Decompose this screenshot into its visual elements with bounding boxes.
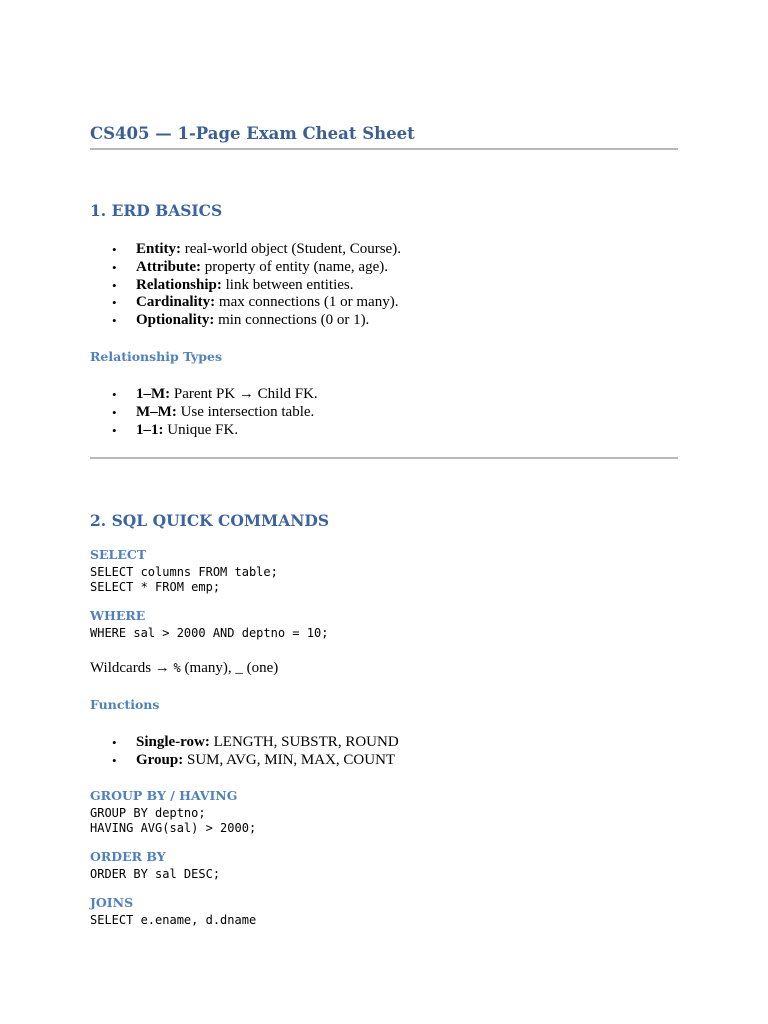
description: max connections (1 or many). bbox=[218, 294, 399, 311]
list-item bbox=[90, 752, 399, 770]
list-item bbox=[90, 734, 399, 752]
term: Single-row: bbox=[136, 734, 210, 750]
term: M–M: bbox=[136, 403, 177, 420]
joins-heading: JOINS bbox=[90, 895, 134, 910]
functions-heading: Functions bbox=[90, 697, 160, 712]
title-divider bbox=[90, 148, 678, 150]
bullet-icon: • bbox=[112, 387, 117, 402]
term: Group: bbox=[136, 751, 184, 768]
bullet-icon: • bbox=[112, 295, 117, 311]
description: link between entities. bbox=[225, 276, 354, 293]
list-item bbox=[90, 241, 401, 259]
wildcard-underscore: _ bbox=[235, 660, 243, 676]
term: Relationship: bbox=[136, 276, 222, 293]
list-item bbox=[90, 277, 401, 295]
list-item bbox=[90, 259, 401, 277]
page-title: CS405 — 1-Page Exam Cheat Sheet bbox=[90, 124, 415, 143]
relationship-types-heading: Relationship Types bbox=[90, 349, 223, 364]
bullet-icon: • bbox=[112, 752, 117, 768]
description: Use intersection table. bbox=[180, 403, 315, 420]
joins-code: SELECT e.ename, d.dname bbox=[90, 913, 257, 927]
term: Cardinality: bbox=[136, 294, 216, 311]
description: property of entity (name, age). bbox=[204, 258, 388, 275]
description: min connections (0 or 1). bbox=[218, 312, 370, 329]
where-heading: WHERE bbox=[90, 608, 146, 623]
description: SUM, AVG, MIN, MAX, COUNT bbox=[186, 751, 396, 768]
select-code: SELECT columns FROM table; SELECT * FROM emp; bbox=[90, 565, 278, 594]
term: Attribute: bbox=[136, 258, 201, 275]
wildcard-underscore-desc: (one) bbox=[242, 660, 279, 676]
bullet-icon: • bbox=[112, 422, 117, 438]
wildcards-prefix: Wildcards → bbox=[90, 660, 174, 676]
list-item bbox=[90, 422, 318, 440]
section-erd-heading: 1. ERD BASICS bbox=[90, 201, 223, 220]
section-sql-heading: 2. SQL QUICK COMMANDS bbox=[90, 511, 330, 530]
description: Unique FK. bbox=[167, 421, 239, 438]
select-heading: SELECT bbox=[90, 547, 147, 562]
order-by-heading: ORDER BY bbox=[90, 849, 166, 864]
description: LENGTH, SUBSTR, ROUND bbox=[213, 734, 399, 750]
bullet-icon: • bbox=[112, 313, 117, 329]
wildcards-text bbox=[90, 660, 278, 677]
bullet-icon: • bbox=[112, 404, 117, 420]
description: real-world object (Student, Course). bbox=[184, 241, 401, 257]
term: Entity: bbox=[136, 241, 181, 257]
erd-basics-list bbox=[90, 241, 401, 330]
order-by-code: ORDER BY sal DESC; bbox=[90, 867, 221, 881]
where-code: WHERE sal > 2000 AND deptno = 10; bbox=[90, 626, 329, 640]
bullet-icon: • bbox=[112, 735, 117, 750]
section-divider bbox=[90, 457, 678, 459]
list-item bbox=[90, 404, 318, 422]
term: 1–1: bbox=[136, 421, 164, 438]
relationship-types-list bbox=[90, 386, 318, 439]
bullet-icon: • bbox=[112, 277, 117, 293]
list-item bbox=[90, 294, 401, 312]
term: 1–M: bbox=[136, 386, 171, 402]
term: Optionality: bbox=[136, 312, 215, 329]
description: Parent PK → Child FK. bbox=[173, 386, 318, 402]
bullet-icon: • bbox=[112, 259, 117, 275]
wildcard-percent-desc: (many), bbox=[180, 660, 236, 676]
list-item bbox=[90, 312, 401, 330]
list-item bbox=[90, 386, 318, 404]
group-by-heading: GROUP BY / HAVING bbox=[90, 788, 238, 803]
functions-list bbox=[90, 734, 399, 770]
group-by-code: GROUP BY deptno; HAVING AVG(sal) > 2000; bbox=[90, 806, 257, 835]
wildcard-percent: % bbox=[173, 661, 181, 675]
bullet-icon: • bbox=[112, 242, 117, 257]
